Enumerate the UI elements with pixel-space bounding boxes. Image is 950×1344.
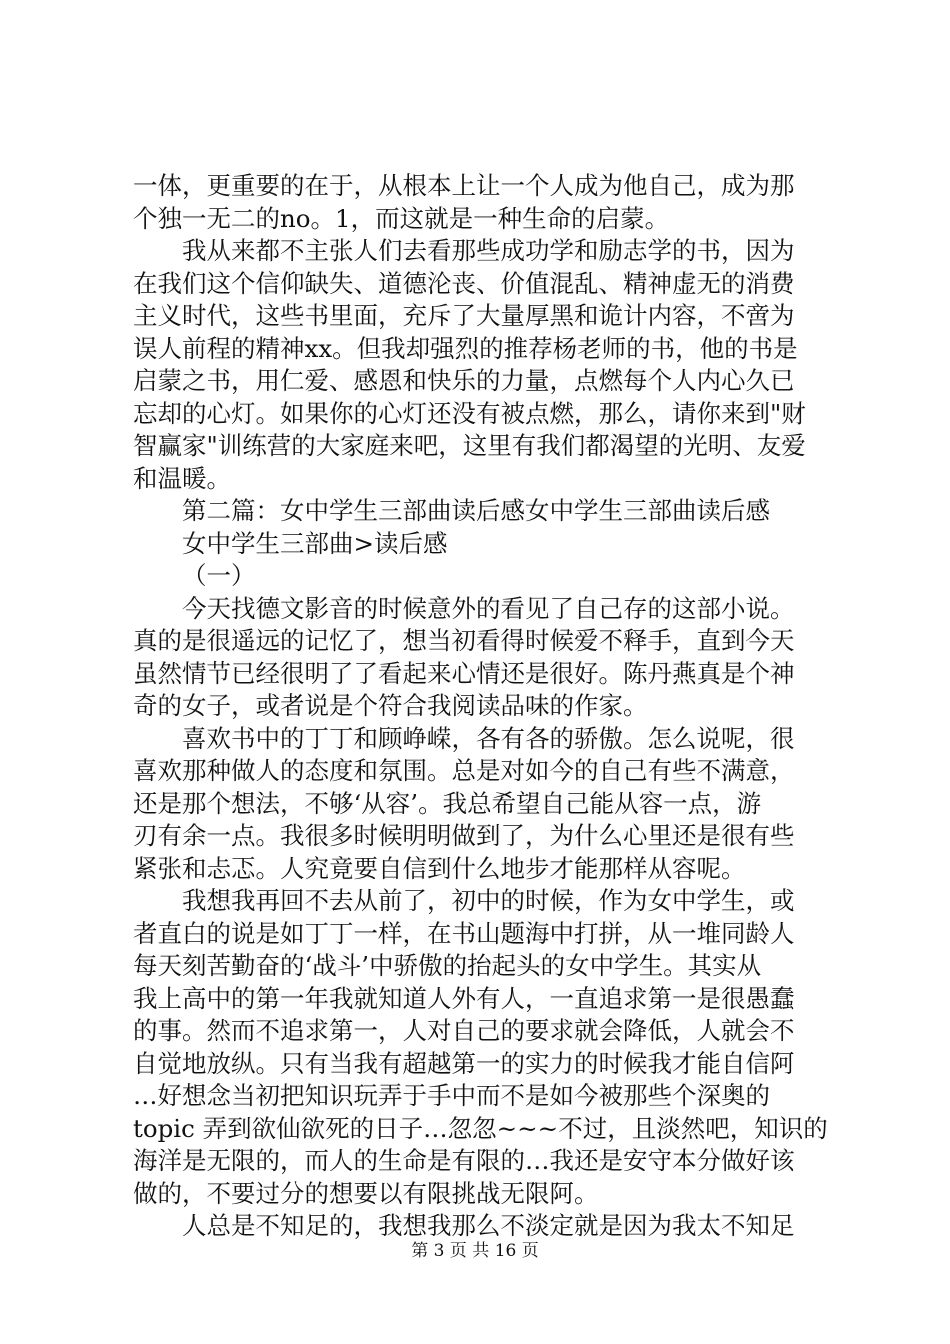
text-line: 每天刻苦勤奋的‘战斗’中骄傲的抬起头的女中学生。其实从 xyxy=(133,951,762,980)
text-line: 刃有余一点。我很多时候明明做到了，为什么心里还是很有些 xyxy=(133,821,795,850)
paragraph-start-line: 我从来都不主张人们去看那些成功学和励志学的书，因为 xyxy=(182,236,795,265)
text-line: 误人前程的精神xx。但我却强烈的推荐杨老师的书，他的书是 xyxy=(133,333,798,363)
text-line: …好想念当初把知识玩弄于手中而不是如今被那些个深奥的 xyxy=(133,1081,770,1110)
text-line: 主义时代，这些书里面，充斥了大量厚黑和诡计内容，不啻为 xyxy=(133,301,795,330)
text-line: 做的，不要过分的想要以有限挑战无限阿。 xyxy=(133,1178,599,1208)
text-line: 还是那个想法，不够‘从容’。我总希望自己能从容一点，游 xyxy=(133,788,762,818)
paragraph-start-line: 今天找德文影音的时候意外的看见了自己存的这部小说。 xyxy=(182,593,795,623)
text-line: topic 弄到欲仙欲死的日子…忽忽~~~不过，且淡然吧，知识的 xyxy=(133,1113,828,1143)
page-footer xyxy=(0,1240,950,1262)
text-line: 紧张和忐忑。人究竟要自信到什么地步才能那样从容呢。 xyxy=(133,853,746,883)
text-line: 个独一无二的no。1，而这就是一种生命的启蒙。 xyxy=(133,203,670,233)
text-line: 奇的女子，或者说是个符合我阅读品味的作家。 xyxy=(133,691,648,720)
paragraph-start-line: 人总是不知足的，我想我那么不淡定就是因为我太不知足 xyxy=(182,1211,795,1240)
document-body xyxy=(133,170,833,1243)
text-line: 真的是很遥远的记忆了，想当初看得时候爱不释手，直到今天 xyxy=(133,626,795,655)
text-line: 一体，更重要的在于，从根本上让一个人成为他自己，成为那 xyxy=(133,171,795,200)
text-line: 的事。然而不追求第一，人对自己的要求就会降低，人就会不 xyxy=(133,1016,795,1045)
text-line: 自觉地放纵。只有当我有超越第一的实力的时候我才能自信阿 xyxy=(133,1048,795,1078)
text-line: 在我们这个信仰缺失、道德沦丧、价值混乱、精神虚无的消费 xyxy=(133,268,795,298)
text-line: 和温暖。 xyxy=(133,463,231,493)
text-line: 忘却的心灯。如果你的心灯还没有被点燃，那么，请你来到"财 xyxy=(133,398,806,428)
text-line: 喜欢那种做人的态度和氛围。总是对如今的自己有些不满意， xyxy=(133,756,795,785)
paragraph-start-line: 我想我再回不去从前了，初中的时候，作为女中学生，或 xyxy=(182,886,795,915)
section-subheading: 女中学生三部曲>读后感 xyxy=(182,528,448,558)
section-heading: 第二篇：女中学生三部曲读后感女中学生三部曲读后感 xyxy=(182,496,770,525)
text-line: 启蒙之书，用仁爱、感恩和快乐的力量，点燃每个人内心久已 xyxy=(133,366,795,395)
section-number: （一） xyxy=(182,561,256,590)
text-line: 智赢家"训练营的大家庭来吧，这里有我们都渴望的光明、友爱 xyxy=(133,431,806,460)
text-line: 虽然情节已经很明了了看起来心情还是很好。陈丹燕真是个神 xyxy=(133,658,795,688)
text-line: 海洋是无限的，而人的生命是有限的…我还是安守本分做好该 xyxy=(133,1146,795,1175)
paragraph-start-line: 喜欢书中的丁丁和顾峥嵘，各有各的骄傲。怎么说呢，很 xyxy=(182,723,795,753)
text-line: 者直白的说是如丁丁一样，在书山题海中打拼，从一堆同龄人 xyxy=(133,918,795,948)
page-indicator: 第 3 页 共 16 页 xyxy=(411,1241,539,1261)
text-line: 我上高中的第一年我就知道人外有人，一直追求第一是很愚蠢 xyxy=(133,983,795,1013)
